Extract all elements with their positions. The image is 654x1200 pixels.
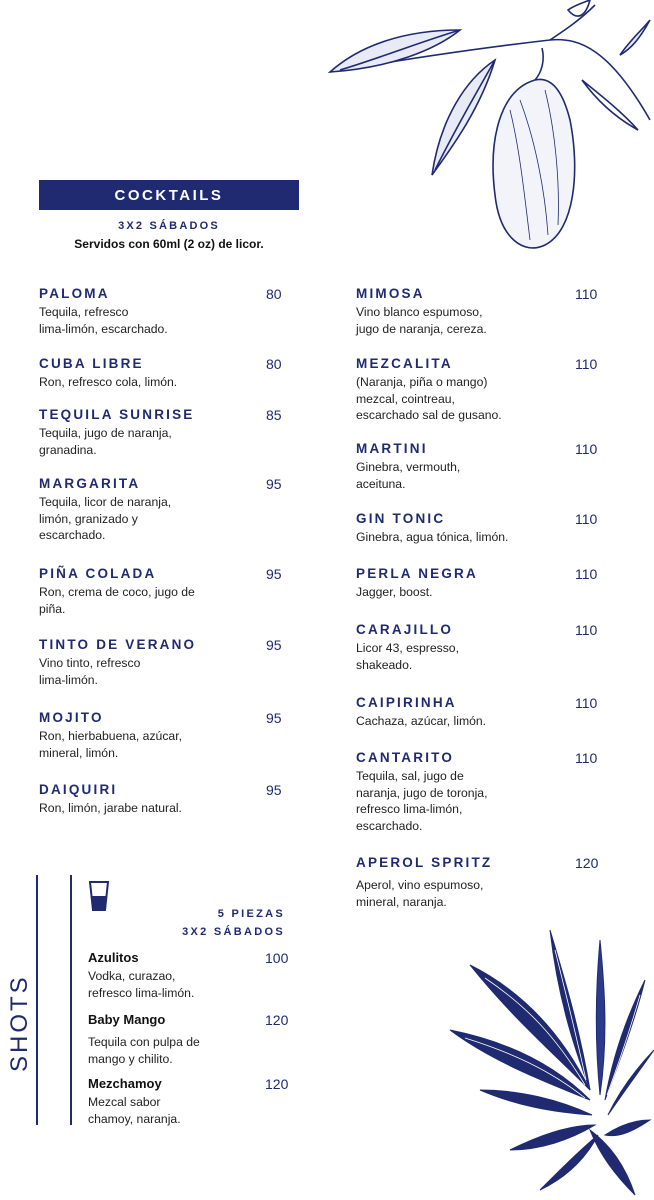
item-name: TEQUILA SUNRISE [39,407,195,422]
shots-info [150,905,285,941]
menu-item-mezcalita [356,356,598,424]
item-name: MIMOSA [356,286,425,301]
item-price: 80 [266,356,282,372]
cocktails-title: COCKTAILS [39,180,299,210]
item-description: Aperol, vino espumoso, mineral, naranja. [356,878,484,909]
item-description: Cachaza, azúcar, limón. [356,714,487,728]
menu-item-carajillo [356,622,598,673]
item-price: 110 [575,750,598,766]
item-name: Azulitos [88,950,139,965]
item-description: (Naranja, piña o mango) mezcal, cointreau, escarchado sal de gusano. [356,375,502,422]
item-name: PERLA NEGRA [356,566,478,581]
item-price: 110 [575,566,598,582]
menu-item-cuba-libre [39,356,282,391]
item-price: 95 [266,637,282,653]
item-name: DAIQUIRI [39,782,118,797]
item-price: 85 [266,407,282,423]
item-name: CUBA LIBRE [39,356,144,371]
item-price: 110 [575,511,598,527]
item-name: MEZCALITA [356,356,453,371]
item-name: Mezchamoy [88,1076,162,1091]
item-name: Baby Mango [88,1012,166,1027]
shots-promo: 3X2 SÁBADOS [182,926,285,938]
shots-pieces: 5 PIEZAS [217,908,285,920]
menu-item-martini [356,441,598,492]
menu-item-daiquiri [39,782,282,817]
divider [70,875,72,1125]
shot-item-baby-mango [88,1012,298,1067]
menu-item-tequila-sunrise [39,407,282,458]
item-price: 120 [575,855,599,871]
item-price: 110 [575,286,598,302]
shots-frame [36,875,78,1125]
item-description: Tequila, sal, jugo de naranja, jugo de toronja, refresco lima-limón, escarchado. [356,769,488,833]
item-price: 110 [575,695,598,711]
item-name: APEROL SPRITZ [356,855,493,870]
menu-item-tinto-de-verano [39,637,282,688]
item-description: Licor 43, espresso, shakeado. [356,641,459,672]
item-price: 80 [266,286,282,302]
item-description: Jagger, boost. [356,585,433,599]
item-name: GIN TONIC [356,511,446,526]
item-price: 110 [575,356,598,372]
item-price: 120 [265,1012,289,1028]
item-name: CANTARITO [356,750,455,765]
item-name: TINTO DE VERANO [39,637,197,652]
item-description: Vino tinto, refresco lima-limón. [39,656,141,687]
item-name: CARAJILLO [356,622,454,637]
item-description: Mezcal sabor chamoy, naranja. [88,1095,181,1126]
item-price: 95 [266,782,282,798]
menu-item-gin-tonic [356,511,598,546]
item-name: CAIPIRINHA [356,695,457,710]
menu-item-margarita [39,476,282,544]
item-description: Ron, crema de coco, jugo de piña. [39,585,195,616]
item-price: 95 [266,566,282,582]
item-price: 95 [266,476,282,492]
item-price: 120 [265,1076,289,1092]
divider [36,875,38,1125]
menu-item-perla-negra [356,566,598,601]
item-name: PALOMA [39,286,110,301]
menu-item-aperol-spritz [356,855,599,910]
menu-item-caipirinha [356,695,598,730]
item-description: Tequila, refresco lima-limón, escarchado. [39,305,168,336]
item-description: Vino blanco espumoso, jugo de naranja, cereza. [356,305,487,336]
item-description: Ginebra, agua tónica, limón. [356,530,509,544]
item-price: 110 [575,622,598,638]
item-description: Ron, hierbabuena, azúcar, mineral, limón. [39,729,182,760]
item-description: Tequila, licor de naranja, limón, granizado y escarchado. [39,495,172,542]
item-name: MARGARITA [39,476,141,491]
menu-item-pina-colada [39,566,282,617]
item-description: Ron, refresco cola, limón. [39,375,178,389]
item-description: Ron, limón, jarabe natural. [39,801,182,815]
item-description: Vodka, curazao, refresco lima-limón. [88,969,195,1000]
shot-item-mezchamoy [88,1076,298,1127]
item-name: MARTINI [356,441,428,456]
menu-item-mimosa [356,286,598,337]
item-price: 110 [575,441,598,457]
mango-branch-illustration [320,0,654,260]
agave-illustration [440,920,654,1200]
serving-note: Servidos con 60ml (2 oz) de licor. [74,237,264,251]
shot-item-azulitos [88,950,298,1001]
item-price: 95 [266,710,282,726]
cocktails-promo: 3X2 SÁBADOS [118,220,220,232]
menu-item-mojito [39,710,282,761]
item-name: MOJITO [39,710,104,725]
item-description: Ginebra, vermouth, aceituna. [356,460,461,491]
item-name: PIÑA COLADA [39,566,157,581]
shot-glass-icon [88,880,110,912]
shots-title: SHOTS [6,974,33,1072]
item-price: 100 [265,950,289,966]
menu-item-paloma [39,286,282,337]
item-description: Tequila con pulpa de mango y chilito. [88,1035,200,1066]
menu-item-cantarito [356,750,598,834]
item-description: Tequila, jugo de naranja, granadina. [39,426,172,457]
